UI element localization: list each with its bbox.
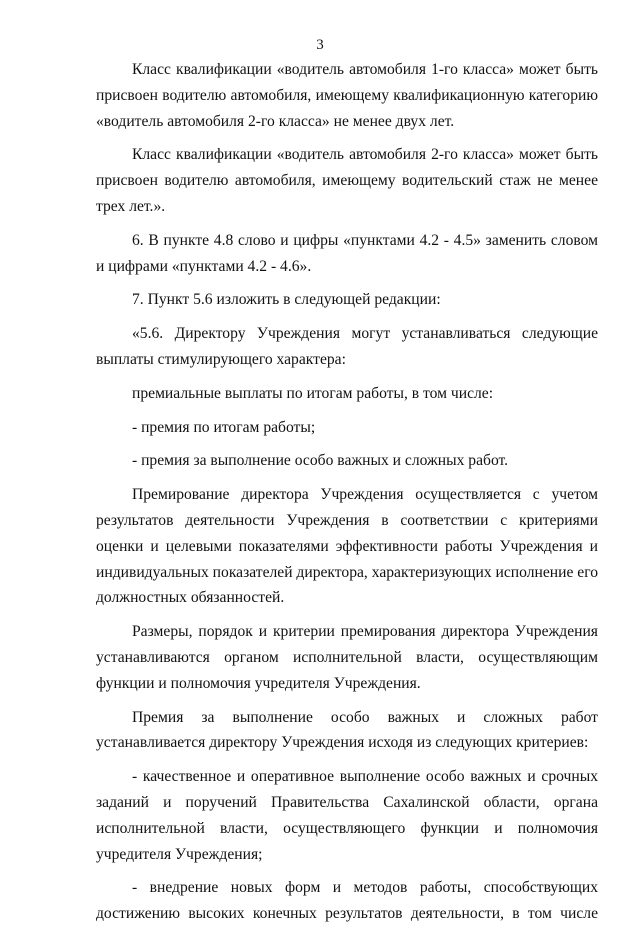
list-item-premium-results: - премия по итогам работы; [132, 418, 316, 436]
paragraph-class-1: Класс квалификации «водитель автомобиля 1-го класса» может быть присвоен водителю автомобиля, имеющему квалификационную категорию «водитель автомобиля 2-го класса» не менее двух лет. [96, 61, 598, 130]
paragraph-important-work-bonus: Премия за выполнение особо важных и сложных работ устанавливается директору Учреждения исходя из следующих критериев: [96, 708, 598, 752]
list-item-new-methods: - внедрение новых форм и методов работы, способствующих достижению высоких конечных результатов деятельности, в том числе [96, 879, 598, 923]
list-item-premium-important-work: - премия за выполнение особо важных и сложных работ. [132, 452, 509, 470]
paragraph-item-7: 7. Пункт 5.6 изложить в следующей редакции: [132, 291, 441, 309]
paragraph-class-2: Класс квалификации «водитель автомобиля 2-го класса» может быть присвоен водителю автомобиля, имеющему водительский стаж не менее трех лет.». [96, 146, 598, 215]
paragraph-item-6: 6. В пункте 4.8 слово и цифры «пунктами 4.2 - 4.5» заменить словом и цифрами «пунктами 4.2 - 4.6». [96, 231, 598, 275]
paragraph-5-6: «5.6. Директору Учреждения могут устанавливаться следующие выплаты стимулирующего характера: [96, 325, 598, 368]
paragraph-bonus-criteria: Размеры, порядок и критерии премирования директора Учреждения устанавливаются органом исполнительной власти, осуществляющим функции и полномочия учредителя Учреждения. [96, 623, 598, 692]
document-body [96, 57, 598, 927]
list-item-quality-execution: - качественное и оперативное выполнение особо важных и срочных заданий и поручений Правительства Сахалинской области, органа исполнительной власти, осуществляющего функции и полномочия учредителя Учреждения; [96, 768, 598, 863]
paragraph-director-bonus: Премирование директора Учреждения осуществляется с учетом результатов деятельности Учреждения в соответствии с критериями оценки и целевыми показателями эффективности работы Учреждения и индивидуальных показателей директора, характеризующих исполнение его должностных обязанностей. [96, 486, 599, 607]
page-number: 3 [316, 37, 324, 53]
paragraph-premium-payments: премиальные выплаты по итогам работы, в том числе: [132, 384, 494, 402]
